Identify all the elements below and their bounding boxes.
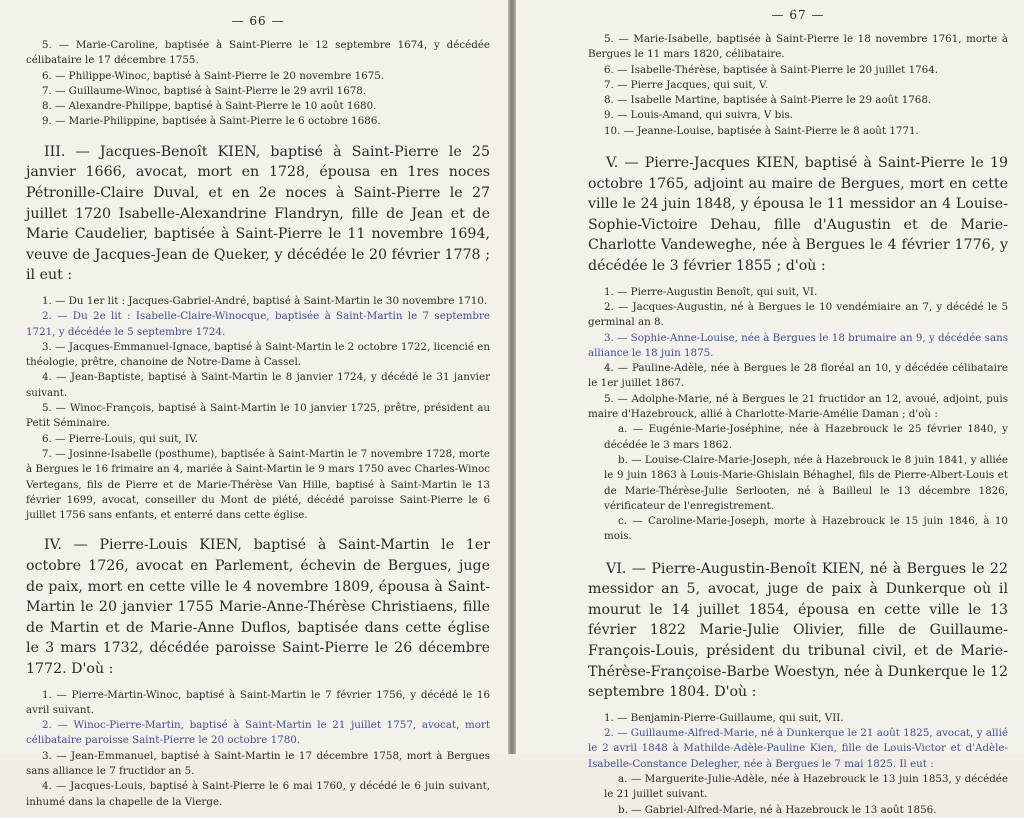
list-item: 1. — Du 1er lit : Jacques-Gabriel-André, baptisé à Saint-Martin le 30 novembre 1710. (42, 294, 488, 307)
list-item: 2. — Winoc-Pierre-Martin, baptisé à Saint-Martin le 21 juillet 1757, avocat, mort célibataire paroisse Saint-Pierre le 20 octobre 1780. (26, 719, 490, 747)
list-item: 8. — Isabelle Martine, baptisée à Saint-Pierre le 29 août 1768. (604, 94, 932, 107)
list-item: 7. — Guillaume-Winoc, baptisé à Saint-Pierre le 29 avril 1678. (42, 84, 367, 97)
list-item: 4. — Jacques-Louis, baptisé à Saint-Pierre le 6 mai 1760, y décédé le 6 juin suivant, inhumé dans la chapelle de la Vierge. (26, 780, 490, 808)
list-item: 4. — Pauline-Adèle, née à Bergues le 28 floréal an 10, y décédée célibataire le 1er juillet 1867. (588, 362, 1008, 390)
left-page (0, 0, 508, 808)
list-item: 7. — Pierre Jacques, qui suit, V. (604, 78, 768, 91)
section-v-heading: V. — Pierre-Jacques KIEN, baptisé à Saint-Pierre le 19 octobre 1765, adjoint au maire de Bergues, mort en cette ville le 24 juin 1848, y épousa le 11 messidor an 4 Louise-Sophie-Victoire Dehau, fille d'Augustin et de Marie-Charlotte Vandeweghe, née à Bergues le 4 février 1776, y décédée le 3 février 1855 ; d'où : (588, 155, 1008, 275)
list-item: 9. — Louis-Amand, qui suivra, V bis. (604, 109, 794, 122)
list-item: 6. — Isabelle-Thérèse, baptisée à Saint-Pierre le 20 juillet 1764. (604, 63, 939, 76)
list-item: 3. — Sophie-Anne-Louise, née à Bergues le 18 brumaire an 9, y décédée sans alliance le 18 juin 1875. (588, 331, 1008, 359)
list-item: 1. — Pierre-Martin-Winoc, baptisé à Saint-Martin le 7 février 1756, y décédé le 16 avril suivant. (26, 688, 490, 716)
section-vi-list (588, 711, 1008, 818)
section-iv-list (26, 688, 490, 810)
list-item: 3. — Jacques-Emmanuel-Ignace, baptisé à Saint-Martin le 2 octobre 1722, licencié en théologie, prêtre, chanoine de Notre-Dame à Cassel. (26, 340, 490, 369)
list-item: 3. — Jean-Emmanuel, baptisé à Saint-Martin le 17 décembre 1758, mort à Bergues sans alliance le 7 fructidor an 5. (26, 749, 490, 778)
list-item: 6. — Philippe-Winoc, baptisé à Saint-Pierre le 20 novembre 1675. (42, 69, 385, 82)
sub-list-item: c. — Caroline-Marie-Joseph, morte à Hazebrouck le 15 juin 1846, à 10 mois. (604, 515, 1008, 543)
section-v-list (588, 285, 1008, 545)
list-item: 1. — Benjamin-Pierre-Guillaume, qui suit, VII. (604, 711, 844, 724)
list-item: 7. — Josinne-Isabelle (posthume), baptisée à Saint-Martin le 7 novembre 1728, morte à Bergues le 16 frimaire an 4, mariée à Saint-Martin le 9 mars 1750 avec Charles-Winoc Vertegans, fils de Pierre et de Marie-Thérèse Van Hille, baptisé à Saint-Martin le 13 février 1699, avocat, conseiller du Mont de piété, décédé paroisse Saint-Pierre le 6 juillet 1756 sans enfants, et enterré dans cette église. (26, 447, 490, 522)
sub-list-item: b. — Gabriel-Alfred-Marie, né à Hazebrouck le 13 août 1856. (618, 803, 937, 816)
page-number-66: — 66 — (231, 14, 285, 28)
sub-list-item: b. — Louise-Claire-Marie-Joseph, née à Hazebrouck le 8 juin 1841, y alliée le 9 juin 1863 à Louis-Marie-Ghislain Béhaghel, fils de Pierre-Albert-Louis et de Marie-Thérèse-Julie Serlooten, né à Bailleul le 13 décembre 1826, vérificateur de l'enregistrement. (604, 453, 1008, 512)
list-item: 2. — Du 2e lit : Isabelle-Claire-Winocque, baptisée à Saint-Martin le 7 septembre 1721, y décédée le 5 septembre 1724. (26, 310, 490, 338)
sub-list-item: a. — Eugénie-Marie-Joséphine, née à Hazebrouck le 25 février 1840, y décédée le 3 mars 1862. (604, 423, 1008, 451)
list-item: 5. — Marie-Isabelle, baptisée à Saint-Pierre le 18 novembre 1761, morte à Bergues le 11 mars 1820, célibataire. (588, 33, 1008, 61)
list-item: 1. — Pierre-Augustin Benoît, qui suit, VI. (604, 285, 818, 298)
list-item: 5. — Winoc-François, baptisé à Saint-Martin le 10 janvier 1725, prêtre, président au Petit Séminaire. (26, 402, 490, 430)
list-item: 6. — Pierre-Louis, qui suit, IV. (42, 432, 198, 445)
list-item: 5. — Adolphe-Marie, né à Bergues le 21 fructidor an 12, avoué, adjoint, puis maire d'Hazebrouck, allié à Charlotte-Marie-Amélie Daman ; d'où : (588, 392, 1008, 421)
list-item: 2. — Jacques-Augustin, né à Bergues le 10 vendémiaire an 7, y décédé le 5 germinal an 8. (588, 300, 1008, 329)
list-item: 2. — Guillaume-Alfred-Marie, né à Dunkerque le 21 août 1825, avocat, y allié le 2 avril 1848 à Mathilde-Adèle-Pauline Kien, fille de Louis-Victor et d'Adèle-Isabelle-Constance Delegher, née à Bergues le 7 mai 1825. Il eut : (588, 727, 1008, 770)
page-number-67: — 67 — (771, 8, 825, 22)
list-item: 9. — Marie-Philippine, baptisée à Saint-Pierre le 6 octobre 1686. (42, 115, 381, 128)
right-top-list (588, 32, 1008, 139)
list-item: 5. — Marie-Caroline, baptisée à Saint-Pierre le 12 septembre 1674, y décédée célibataire le 17 décembre 1755. (26, 39, 490, 67)
right-page (516, 0, 1024, 816)
section-iii-list (26, 294, 490, 523)
section-vi-heading: VI. — Pierre-Augustin-Benoît KIEN, né à Bergues le 22 messidor an 5, avocat, juge de paix à Dunkerque où il mourut le 14 juillet 1854, épousa en cette ville le 13 février 1822 Marie-Julie Olivier, fille de Guillaume-François-Louis, président du tribunal civil, et de Marie-Thérèse-Françoise-Barbe Woestyn, née à Dunkerque le 12 septembre 1804. D'où : (588, 560, 1008, 701)
section-iv-heading: IV. — Pierre-Louis KIEN, baptisé à Saint-Martin le 1er octobre 1726, avocat en Parlement, échevin de Bergues, juge de paix, mort en cette ville le 4 novembre 1809, épousa à Saint-Martin le 20 janvier 1755 Marie-Anne-Thérèse Christiaens, fille de Martin et de Marie-Anne Duflos, baptisée dans cette église le 3 mars 1732, décédée paroisse Saint-Pierre le 26 décembre 1772. D'où : (26, 537, 490, 677)
section-iii-heading: III. — Jacques-Benoît KIEN, baptisé à Saint-Pierre le 25 janvier 1666, avocat, mort en 1728, épousa en 1res noces Pétronille-Claire Duval, et en 2e noces à Saint-Pierre le 27 juillet 1720 Isabelle-Alexandrine Flandryn, fille de Jean et de Marie Caudelier, baptisée à Saint-Pierre le 11 novembre 1694, veuve de Jacques-Jean de Queker, y décédée le 20 février 1778 ; il eut : (26, 143, 490, 284)
list-item: 4. — Jean-Baptiste, baptisé à Saint-Martin le 8 janvier 1724, y décédé le 31 janvier suivant. (26, 371, 490, 399)
left-top-list (26, 38, 490, 130)
list-item: 10. — Jeanne-Louise, baptisée à Saint-Pierre le 8 août 1771. (604, 124, 919, 137)
sub-list-item: a. — Marguerite-Julie-Adèle, née à Hazebrouck le 13 juin 1853, y décédée le 21 juillet suivant. (604, 773, 1008, 801)
list-item: 8. — Alexandre-Philippe, baptisé à Saint-Pierre le 10 août 1680. (42, 100, 377, 113)
